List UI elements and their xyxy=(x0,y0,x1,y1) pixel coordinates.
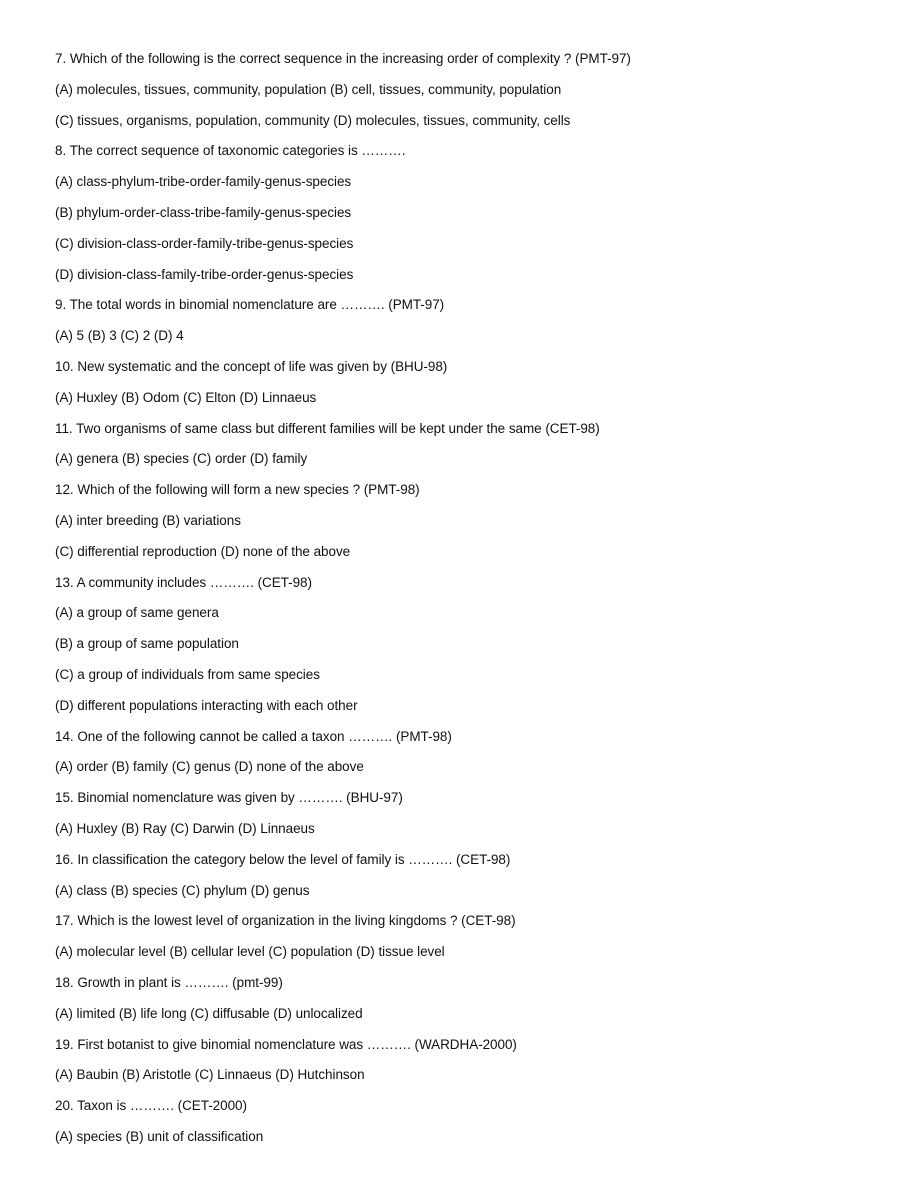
question-13-option-b: (B) a group of same population xyxy=(55,636,239,652)
question-13-option-a: (A) a group of same genera xyxy=(55,605,219,621)
question-7-options-cd: (C) tissues, organisms, population, community (D) molecules, tissues, community, cells xyxy=(55,112,571,128)
question-11: 11. Two organisms of same class but different families will be kept under the same (CET-98) xyxy=(55,420,600,436)
question-12-options-ab: (A) inter breeding (B) variations xyxy=(55,512,241,528)
question-15: 15. Binomial nomenclature was given by ………. (BHU-97) xyxy=(55,790,403,806)
question-20-options: (A) species (B) unit of classification xyxy=(55,1128,264,1144)
question-9: 9. The total words in binomial nomenclature are ………. (PMT-97) xyxy=(55,297,445,313)
question-10-options: (A) Huxley (B) Odom (C) Elton (D) Linnaeus xyxy=(55,389,317,405)
question-8-option-c: (C) division-class-order-family-tribe-genus-species xyxy=(55,235,354,251)
question-12-options-cd: (C) differential reproduction (D) none of the above xyxy=(55,543,351,559)
question-18-options: (A) limited (B) life long (C) diffusable (D) unlocalized xyxy=(55,1005,363,1021)
question-13-option-c: (C) a group of individuals from same species xyxy=(55,666,320,682)
question-8-option-b: (B) phylum-order-class-tribe-family-genus-species xyxy=(55,204,352,220)
question-19: 19. First botanist to give binomial nomenclature was ………. (WARDHA-2000) xyxy=(55,1036,517,1052)
question-8: 8. The correct sequence of taxonomic categories is ………. xyxy=(55,143,406,159)
question-20: 20. Taxon is ………. (CET-2000) xyxy=(55,1098,247,1114)
question-12: 12. Which of the following will form a new species ? (PMT-98) xyxy=(55,482,420,498)
question-17: 17. Which is the lowest level of organization in the living kingdoms ? (CET-98) xyxy=(55,913,516,929)
document-page xyxy=(55,44,875,1153)
question-15-options: (A) Huxley (B) Ray (C) Darwin (D) Linnaeus xyxy=(55,820,315,836)
question-7-options-ab: (A) molecules, tissues, community, population (B) cell, tissues, community, population xyxy=(55,81,562,97)
question-8-option-d: (D) division-class-family-tribe-order-genus-species xyxy=(55,266,354,282)
question-11-options: (A) genera (B) species (C) order (D) family xyxy=(55,451,308,467)
question-16-options: (A) class (B) species (C) phylum (D) genus xyxy=(55,882,310,898)
question-13: 13. A community includes ………. (CET-98) xyxy=(55,574,312,590)
question-17-options: (A) molecular level (B) cellular level (C) population (D) tissue level xyxy=(55,944,445,960)
question-18: 18. Growth in plant is ………. (pmt-99) xyxy=(55,974,283,990)
question-9-options: (A) 5 (B) 3 (C) 2 (D) 4 xyxy=(55,328,184,344)
question-16: 16. In classification the category below the level of family is ………. (CET-98) xyxy=(55,851,511,867)
question-13-option-d: (D) different populations interacting with each other xyxy=(55,697,358,713)
question-14: 14. One of the following cannot be called a taxon ………. (PMT-98) xyxy=(55,728,452,744)
question-7: 7. Which of the following is the correct sequence in the increasing order of complexity ? (PMT-97) xyxy=(55,51,631,66)
question-8-option-a: (A) class-phylum-tribe-order-family-genus-species xyxy=(55,174,352,190)
question-14-options: (A) order (B) family (C) genus (D) none of the above xyxy=(55,759,364,775)
question-19-options: (A) Baubin (B) Aristotle (C) Linnaeus (D) Hutchinson xyxy=(55,1067,365,1083)
question-10: 10. New systematic and the concept of life was given by (BHU-98) xyxy=(55,358,448,374)
